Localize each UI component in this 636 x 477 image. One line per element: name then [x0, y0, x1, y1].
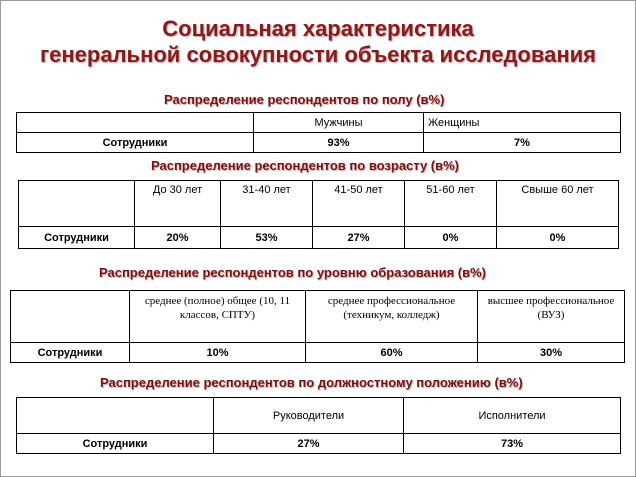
table-cell: 53%	[221, 227, 313, 249]
table-row	[17, 434, 621, 454]
header-cell: Женщины	[424, 113, 621, 133]
table-cell: 27%	[313, 227, 405, 249]
table-cell: 73%	[404, 434, 621, 454]
row-label: Сотрудники	[17, 133, 254, 153]
header-cell: Мужчины	[254, 113, 424, 133]
header-cell: Руководители	[214, 398, 404, 434]
table-row	[17, 133, 621, 153]
header-cell: До 30 лет	[135, 181, 221, 227]
row-label: Сотрудники	[19, 227, 135, 249]
table-header-row	[11, 291, 625, 343]
slide-title-line-2: генеральной совокупности объекта исследования	[39, 42, 596, 67]
position-table	[16, 397, 621, 454]
header-cell	[17, 113, 254, 133]
table-header-row	[17, 398, 621, 434]
education-table	[10, 290, 625, 363]
table-cell: 0%	[405, 227, 497, 249]
header-cell: 41-50 лет	[313, 181, 405, 227]
row-label: Сотрудники	[17, 434, 214, 454]
age-caption: Распределение респондентов по возрасту (в%)	[151, 158, 460, 173]
slide-title-line-1: Социальная характеристика	[162, 16, 474, 41]
header-cell: 51-60 лет	[405, 181, 497, 227]
table-cell: 10%	[130, 343, 306, 363]
gender-caption: Распределение респондентов по полу (в%)	[164, 92, 445, 107]
table-cell: 93%	[254, 133, 424, 153]
table-cell: 27%	[214, 434, 404, 454]
table-row	[19, 227, 619, 249]
table-header-row	[19, 181, 619, 227]
header-cell: высшее профессиональное (ВУЗ)	[478, 291, 625, 343]
header-cell: Исполнители	[404, 398, 621, 434]
header-cell	[11, 291, 130, 343]
table-cell: 20%	[135, 227, 221, 249]
header-cell	[17, 398, 214, 434]
age-table	[18, 180, 619, 249]
position-caption: Распределение респондентов по должностному положению (в%)	[100, 375, 523, 390]
header-cell: Свыше 60 лет	[497, 181, 619, 227]
table-cell: 0%	[497, 227, 619, 249]
row-label: Сотрудники	[11, 343, 130, 363]
table-cell: 30%	[478, 343, 625, 363]
table-cell: 7%	[424, 133, 621, 153]
gender-table	[16, 112, 621, 153]
header-cell: 31-40 лет	[221, 181, 313, 227]
education-caption: Распределение респондентов по уровню образования (в%)	[99, 265, 486, 280]
header-cell: среднее (полное) общее (10, 11 классов, СПТУ)	[130, 291, 306, 343]
table-cell: 60%	[306, 343, 478, 363]
table-row	[11, 343, 625, 363]
table-header-row	[17, 113, 621, 133]
header-cell	[19, 181, 135, 227]
header-cell: среднее профессиональное (техникум, колледж)	[306, 291, 478, 343]
